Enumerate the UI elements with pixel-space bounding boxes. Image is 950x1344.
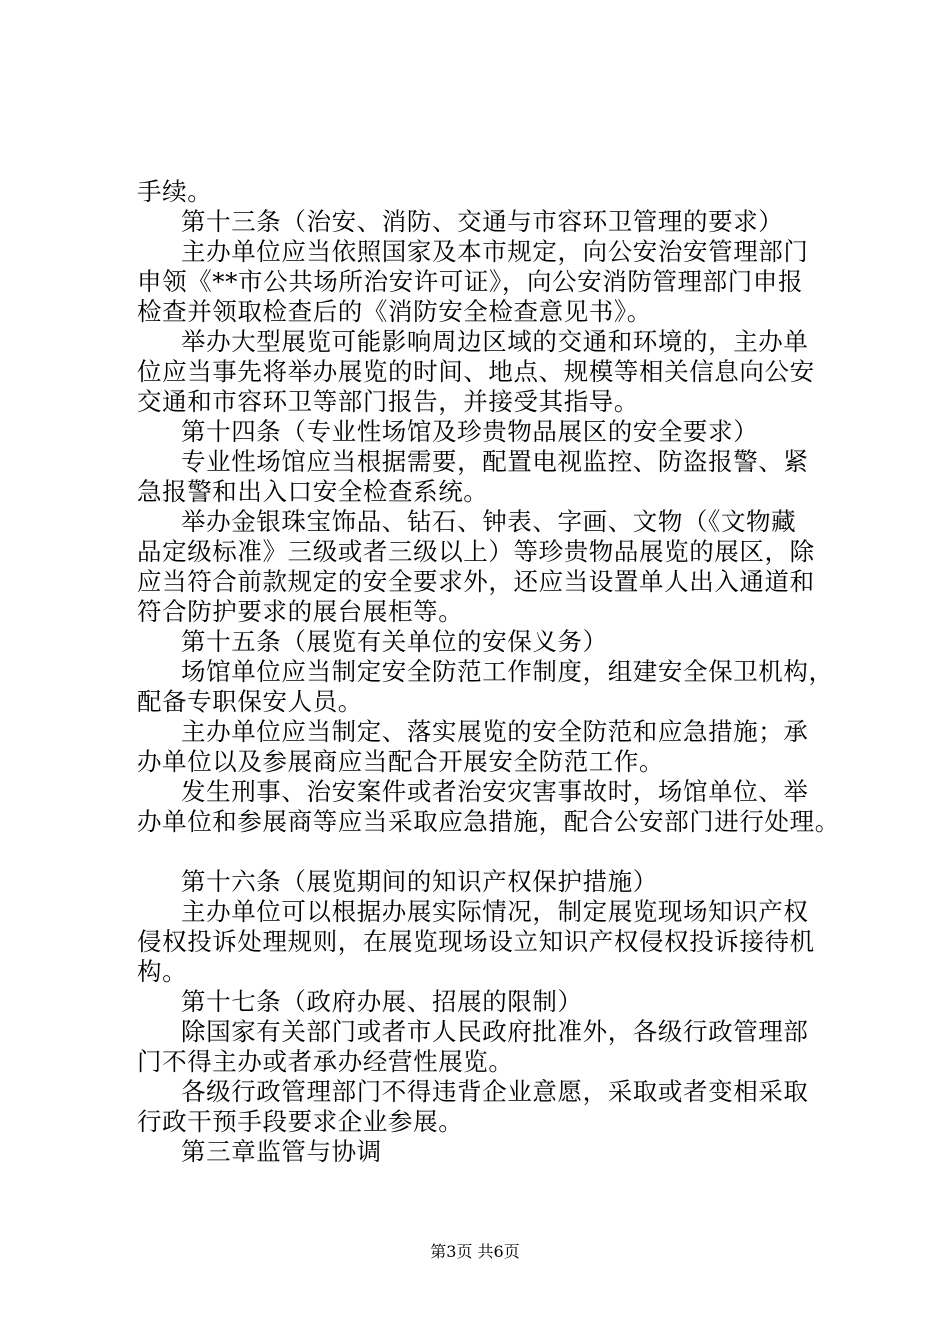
text-line: 急报警和出入口安全检查系统。 [137,477,489,506]
text-line: 应当符合前款规定的安全要求外，还应当设置单人出入通道和 [137,567,815,596]
article-heading: 第十五条（展览有关单位的安保义务） [181,627,608,656]
text-line: 主办单位可以根据办展实际情况，制定展览现场知识产权 [181,897,809,926]
text-line: 除国家有关部门或者市人民政府批准外，各级行政管理部 [181,1017,809,1046]
text-line: 行政干预手段要求企业参展。 [137,1107,464,1136]
text-line: 主办单位应当依照国家及本市规定，向公安治安管理部门 [181,237,809,266]
text-line: 各级行政管理部门不得违背企业意愿，采取或者变相采取 [181,1077,809,1106]
article-heading: 第十七条（政府办展、招展的限制） [181,987,583,1016]
text-line: 主办单位应当制定、落实展览的安全防范和应急措施；承 [181,717,809,746]
text-line: 办单位以及参展商应当配合开展安全防范工作。 [137,747,665,776]
article-heading: 第十四条（专业性场馆及珍贵物品展区的安全要求） [181,417,759,446]
chapter-heading: 第三章监管与协调 [181,1137,382,1166]
text-line: 门不得主办或者承办经营性展览。 [137,1047,514,1076]
text-line: 构。 [137,957,188,986]
text-line: 侵权投诉处理规则，在展览现场设立知识产权侵权投诉接待机 [137,927,815,956]
text-line: 场馆单位应当制定安全防范工作制度，组建安全保卫机构， [181,657,834,686]
article-heading: 第十六条（展览期间的知识产权保护措施） [181,867,658,896]
text-line: 发生刑事、治安案件或者治安灾害事故时，场馆单位、举 [181,777,809,806]
article-heading: 第十三条（治安、消防、交通与市容环卫管理的要求） [181,207,784,236]
text-line: 位应当事先将举办展览的时间、地点、规模等相关信息向公安 [137,357,815,386]
text-line: 符合防护要求的展台展柜等。 [137,597,464,626]
text-line: 手续。 [137,177,213,206]
text-line: 举办金银珠宝饰品、钻石、钟表、字画、文物（《文物藏 [181,507,797,536]
page-number-footer: 第3页 共6页 [430,1242,520,1261]
text-line: 检查并领取检查后的《消防安全检查意见书》。 [137,297,652,326]
text-line: 品定级标准》三级或者三级以上）等珍贵物品展览的展区，除 [137,537,815,566]
text-line: 配备专职保安人员。 [137,687,363,716]
text-line: 办单位和参展商等应当采取应急措施，配合公安部门进行处理。 [137,807,840,836]
text-line: 申领《**市公共场所治安许可证》，向公安消防管理部门申报 [137,267,804,296]
text-line: 专业性场馆应当根据需要，配置电视监控、防盗报警、紧 [181,447,809,476]
text-line: 交通和市容环卫等部门报告，并接受其指导。 [137,387,639,416]
text-line: 举办大型展览可能影响周边区域的交通和环境的，主办单 [181,327,809,356]
